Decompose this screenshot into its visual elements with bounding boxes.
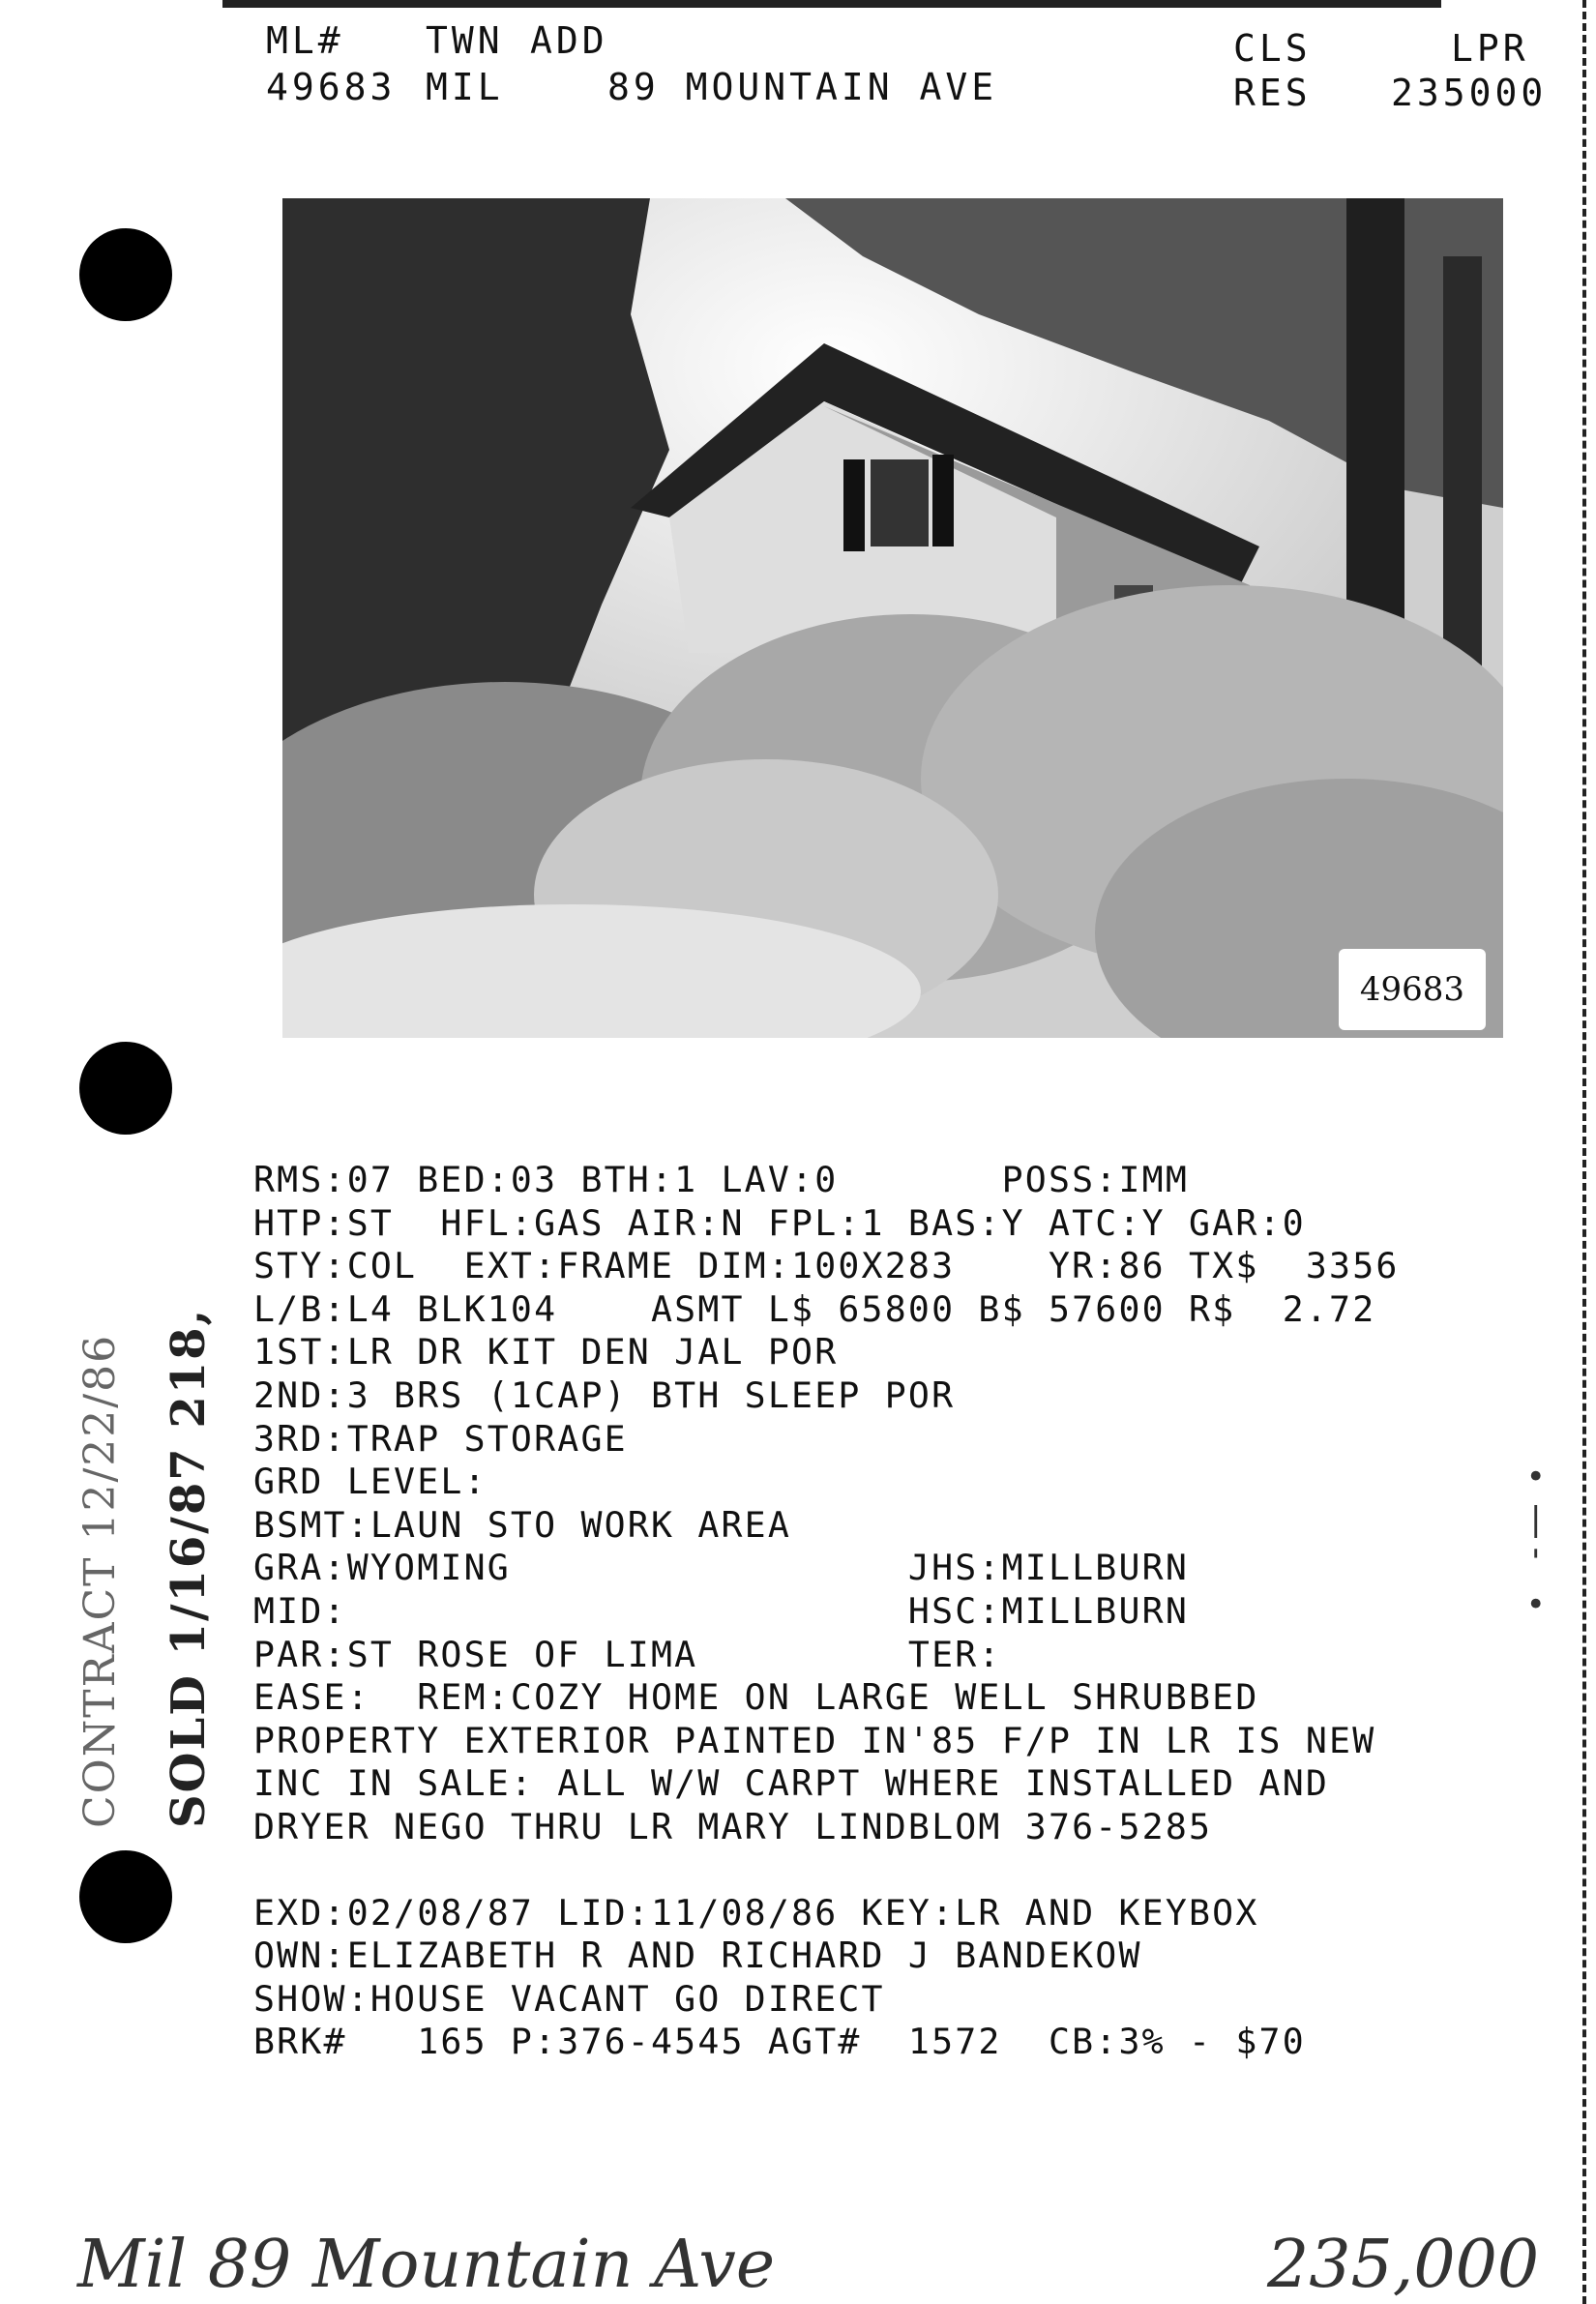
ml-number: 49683: [266, 66, 397, 108]
footer-line: BRK# 165 P:376-4545 AGT# 1572 CB:3% - $70: [253, 2021, 1306, 2063]
detail-line: BSMT:LAUN STO WORK AREA: [253, 1503, 792, 1546]
footer-line: OWN:ELIZABETH R AND RICHARD J BANDEKOW: [253, 1935, 1142, 1977]
detail-line: EASE: REM:COZY HOME ON LARGE WELL SHRUBBED: [253, 1676, 1259, 1719]
house-photo-illustration: [282, 198, 1503, 1038]
top-border: [222, 0, 1441, 8]
detail-line: 3RD:TRAP STORAGE: [253, 1417, 628, 1460]
twn-label: TWN: [426, 19, 504, 62]
binder-hole: [79, 1042, 172, 1135]
detail-line: DRYER NEGO THRU LR MARY LINDBLOM 376-5285: [253, 1805, 1213, 1847]
detail-line: STY:COL EXT:FRAME DIM:100X283 YR:86 TX$ 3356: [253, 1245, 1400, 1287]
footer-line: SHOW:HOUSE VACANT GO DIRECT: [253, 1977, 885, 2020]
photo-listing-tag: 49683: [1339, 949, 1486, 1030]
cls-label: CLS: [1233, 27, 1312, 70]
ml-label: ML#: [266, 19, 344, 62]
binder-hole: [79, 228, 172, 321]
detail-line: RMS:07 BED:03 BTH:1 LAV:0 POSS:IMM: [253, 1159, 1189, 1200]
detail-line: PAR:ST ROSE OF LIMA TER:: [253, 1633, 1002, 1675]
detail-line: MID: HSC:MILLBURN: [253, 1589, 1189, 1632]
town: MIL: [426, 66, 504, 108]
margin-marks: • | ' •: [1525, 1458, 1546, 1624]
sold-stamp: SOLD 1/16/87 218,: [162, 1307, 216, 1828]
detail-line: INC IN SALE: ALL W/W CARPT WHERE INSTALLED AND: [253, 1762, 1330, 1805]
detail-line: GRA:WYOMING JHS:MILLBURN: [253, 1547, 1189, 1589]
detail-line: HTP:ST HFL:GAS AIR:N FPL:1 BAS:Y ATC:Y GAR:0: [253, 1201, 1306, 1244]
detail-line: PROPERTY EXTERIOR PAINTED IN'85 F/P IN LR IS NEW: [253, 1719, 1376, 1761]
cls-value: RES: [1233, 72, 1312, 114]
detail-line: 2ND:3 BRS (1CAP) BTH SLEEP POR: [253, 1374, 956, 1416]
handwritten-price: 235,000: [1267, 2227, 1540, 2303]
binder-hole: [79, 1850, 172, 1943]
detail-line: L/B:L4 BLK104 ASMT L$ 65800 B$ 57600 R$ 2.72: [253, 1287, 1376, 1330]
lpr-value: 235000: [1391, 72, 1548, 114]
address: 89 MOUNTAIN AVE: [607, 66, 998, 108]
property-photo: [282, 198, 1503, 1038]
detail-line: 1ST:LR DR KIT DEN JAL POR: [253, 1331, 839, 1374]
footer-line: EXD:02/08/87 LID:11/08/86 KEY:LR AND KEYBOX: [253, 1891, 1259, 1934]
detail-line: GRD LEVEL:: [253, 1461, 488, 1503]
contract-stamp: CONTRACT 12/22/86: [75, 1333, 125, 1828]
add-label: ADD: [530, 19, 608, 62]
perforated-edge: [1582, 0, 1586, 2304]
status-stamp: [39, 1308, 234, 1828]
lpr-label: LPR: [1451, 27, 1529, 70]
handwritten-address: Mil 89 Mountain Ave: [77, 2227, 776, 2303]
listing-details: [253, 1159, 1550, 2064]
